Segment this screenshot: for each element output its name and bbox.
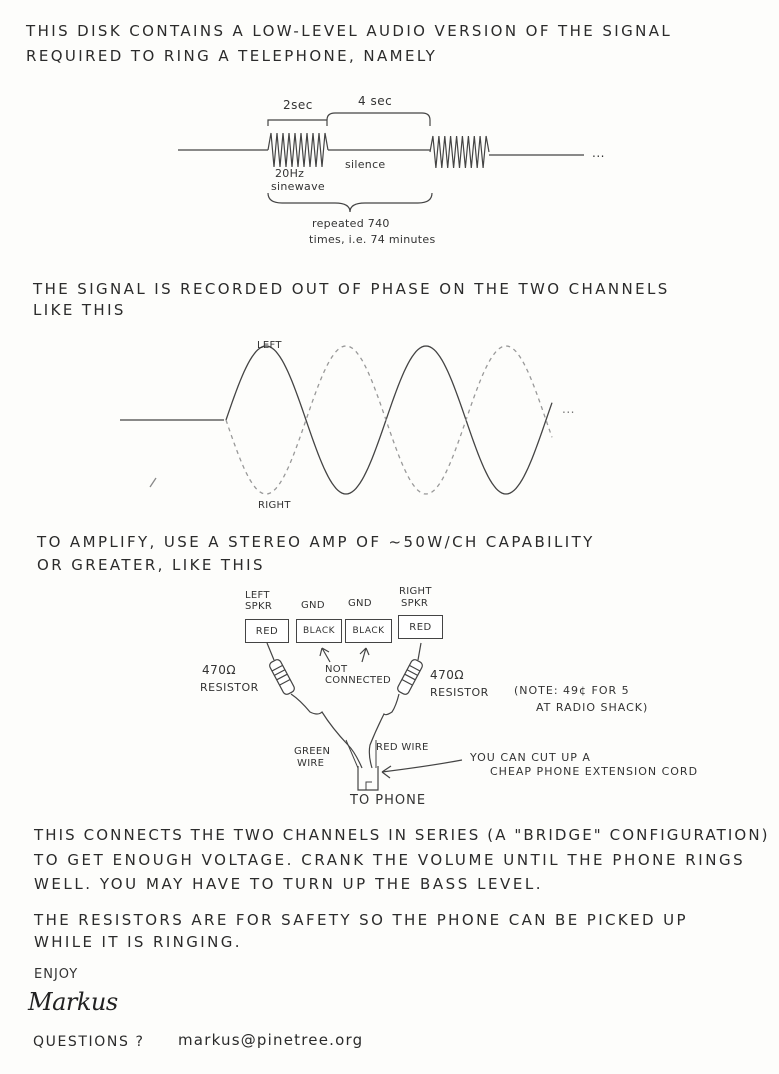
phase-line-2: LIKE THIS	[33, 301, 126, 319]
signal-continuation: ...	[592, 146, 605, 160]
right-spkr-label-2: SPKR	[401, 598, 429, 609]
green-wire-label-2: WIRE	[297, 758, 325, 769]
left-spkr-label-2: SPKR	[245, 601, 273, 612]
phase-line-1: THE SIGNAL IS RECORDED OUT OF PHASE ON THE TWO CHANNELS	[33, 280, 670, 298]
terminal-black-1: BLACK	[296, 619, 342, 643]
stray-mark	[150, 478, 156, 487]
cord-note-arrow	[382, 760, 462, 778]
not-connected-label-2: CONNECTED	[325, 675, 391, 686]
left-channel-wave	[226, 346, 552, 494]
red-wire-label: RED WIRE	[376, 742, 429, 753]
left-channel-label: LEFT	[257, 340, 282, 351]
sine-frequency-label: 20Hz	[275, 167, 305, 180]
green-wire-insulation	[346, 740, 358, 768]
phase-continuation: ...	[562, 402, 575, 416]
green-wire-label-1: GREEN	[294, 746, 331, 757]
phone-cord-notch	[366, 782, 372, 790]
lead-left-top	[267, 643, 274, 660]
questions-label: QUESTIONS ?	[33, 1034, 145, 1050]
repeat-count-label: repeated 740	[312, 217, 390, 230]
lead-right-top	[418, 643, 421, 660]
resistor-left-value: 470Ω	[202, 663, 237, 677]
not-connected-arrow-right	[360, 648, 369, 662]
bridge-line-3: WELL. YOU MAY HAVE TO TURN UP THE BASS LEVEL.	[34, 875, 544, 893]
resistor-left	[268, 658, 295, 695]
signature: Markus	[28, 988, 118, 1016]
silence-label: silence	[345, 158, 386, 171]
terminal-red-right: RED	[398, 615, 443, 639]
terminal-black-2: BLACK	[345, 619, 392, 643]
phone-cord-end	[358, 766, 378, 790]
silence-duration-label: 4 sec	[358, 94, 393, 108]
burst-duration-label: 2sec	[283, 98, 313, 112]
not-connected-label-1: NOT	[325, 664, 348, 675]
intro-line-1: THIS DISK CONTAINS A LOW-LEVEL AUDIO VERSION OF THE SIGNAL	[26, 22, 673, 40]
silence-bracket	[327, 113, 430, 126]
right-channel-wave	[226, 346, 552, 494]
red-wire	[369, 694, 399, 768]
resistor-price-note-1: (NOTE: 49¢ FOR 5	[514, 684, 630, 697]
cord-note-2: CHEAP PHONE EXTENSION CORD	[490, 765, 699, 778]
terminal-red-left: RED	[245, 619, 289, 643]
resistor-right-label: RESISTOR	[430, 686, 489, 699]
resistor-left-label: RESISTOR	[200, 681, 259, 694]
phase-diagram	[120, 346, 552, 494]
burst-2-waveform	[430, 136, 489, 168]
safety-line-2: WHILE IT IS RINGING.	[34, 933, 242, 951]
resistor-right	[396, 658, 423, 695]
burst-bracket	[268, 120, 327, 126]
right-spkr-label-1: RIGHT	[399, 586, 432, 597]
burst-1-waveform	[268, 133, 328, 167]
repeat-duration-label: times, i.e. 74 minutes	[309, 233, 436, 246]
enjoy-text: ENJOY	[34, 967, 79, 982]
safety-line-1: THE RESISTORS ARE FOR SAFETY SO THE PHONE CAN BE PICKED UP	[34, 911, 688, 929]
cord-note-1: YOU CAN CUT UP A	[470, 751, 591, 764]
resistor-right-value: 470Ω	[430, 668, 465, 682]
sine-type-label: sinewave	[271, 180, 325, 193]
bridge-line-1: THIS CONNECTS THE TWO CHANNELS IN SERIES (A "BRIDGE" CONFIGURATION)	[34, 826, 770, 844]
intro-line-2: REQUIRED TO RING A TELEPHONE, NAMELY	[26, 47, 438, 65]
resistor-price-note-2: AT RADIO SHACK)	[536, 701, 649, 714]
to-phone-label: TO PHONE	[350, 793, 427, 808]
left-spkr-label-1: LEFT	[245, 590, 270, 601]
bridge-line-2: TO GET ENOUGH VOLTAGE. CRANK THE VOLUME UNTIL THE PHONE RINGS	[34, 851, 746, 869]
repeat-bracket	[268, 193, 432, 212]
amp-line-2: OR GREATER, LIKE THIS	[37, 556, 265, 574]
gnd-label-2: GND	[348, 598, 372, 609]
right-channel-label: RIGHT	[258, 500, 291, 511]
not-connected-arrow-left	[320, 648, 330, 662]
amp-line-1: TO AMPLIFY, USE A STEREO AMP OF ~50W/CH CAPABILITY	[37, 533, 595, 551]
contact-email: markus@pinetree.org	[178, 1031, 364, 1049]
gnd-label-1: GND	[301, 600, 325, 611]
